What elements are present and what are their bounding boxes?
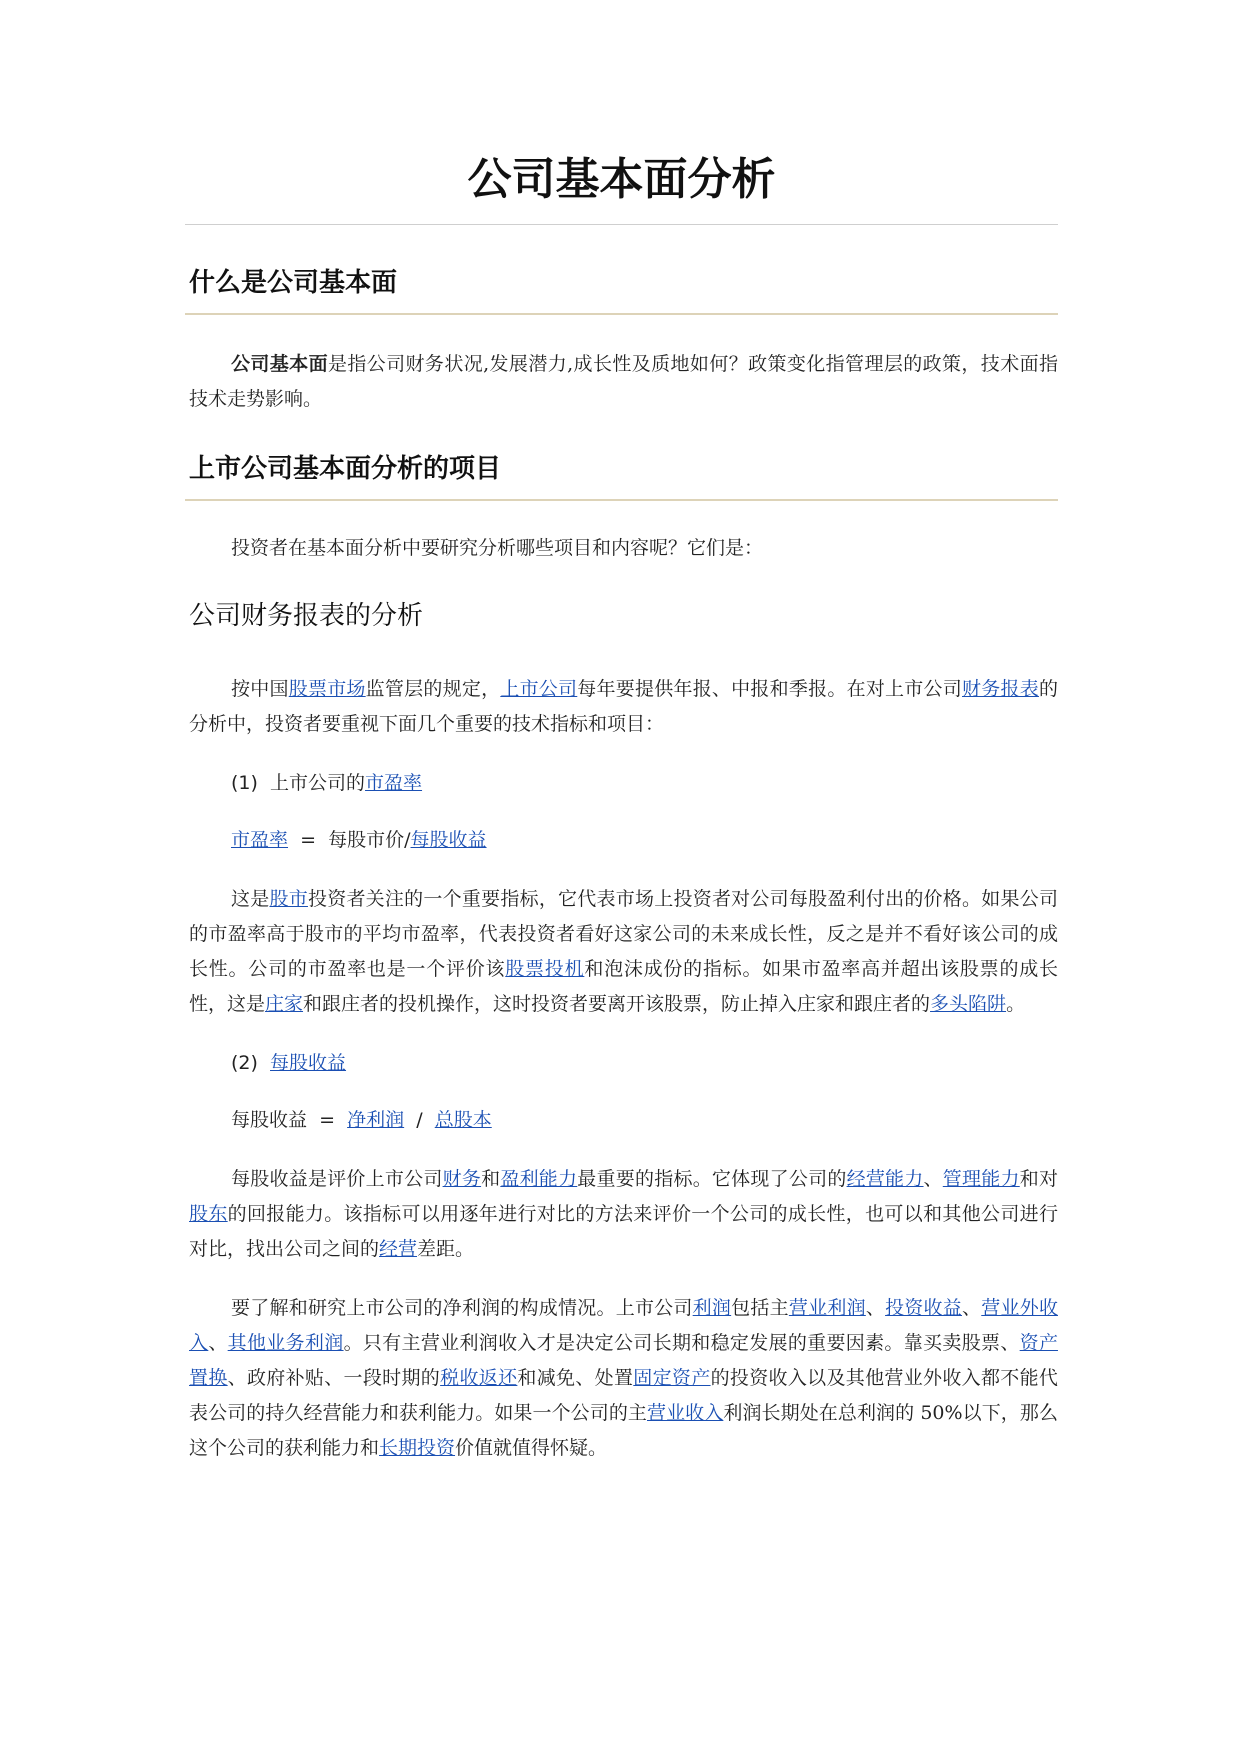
- link-total-shares[interactable]: 总股本: [434, 1109, 492, 1131]
- link-operating-profit[interactable]: 营业利润: [788, 1297, 866, 1319]
- link-finance[interactable]: 财务: [442, 1168, 482, 1190]
- link-operating-revenue[interactable]: 营业收入: [647, 1402, 724, 1424]
- formula-eps: 每股收益 = 净利润 / 总股本: [231, 1109, 492, 1131]
- paragraph-net-profit: 要了解和研究上市公司的净利润的构成情况。上市公司利润包括主营业利润、投资收益、营业外收入、其他业务利润。只有主营业利润收入才是决定公司长期和稳定发展的重要因素。靠买卖股票、资产置换、政府补贴、一段时期的税收返还和减免、处置固定资产的投资收入以及其他营业外收入都不能代表公司的持久经营能力和获利能力。如果一个公司的主营业收入利润长期处在总利润的 50%以下，那么这个公司的获利能力和长期投资价值就值得怀疑。: [189, 1297, 1058, 1459]
- paragraph-definition: 公司基本面是指公司财务状况,发展潜力,成长性及质地如何？政策变化指管理层的政策，技术面指技术走势影响。: [189, 353, 1058, 410]
- link-eps-formula[interactable]: 每股收益: [410, 829, 487, 851]
- link-non-operating-income[interactable]: 营业外收入: [189, 1297, 1058, 1354]
- link-operations[interactable]: 经营: [379, 1238, 418, 1260]
- item-pe-ratio: (1) 上市公司的市盈率: [231, 772, 423, 794]
- link-long-term-investment[interactable]: 长期投资: [379, 1437, 456, 1459]
- link-financial-statements[interactable]: 财务报表: [962, 678, 1039, 700]
- formula-pe-ratio: 市盈率 = 每股市价/每股收益: [231, 829, 487, 851]
- link-stock-market[interactable]: 股票市场: [288, 678, 366, 700]
- paragraph-pe-explanation: 这是股市投资者关注的一个重要指标，它代表市场上投资者对公司每股盈利付出的价格。如果公司的市盈率高于股市的平均市盈率，代表投资者看好这家公司的未来成长性，反之是并不看好该公司的成长性。公司的市盈率也是一个评价该股票投机和泡沫成份的指标。如果市盈率高并超出该股票的成长性，这是庄家和跟庄者的投机操作，这时投资者要离开该股票，防止掉入庄家和跟庄者的多头陷阱。: [189, 888, 1058, 1015]
- link-shareholders[interactable]: 股东: [189, 1203, 228, 1225]
- link-eps[interactable]: 每股收益: [270, 1052, 347, 1074]
- section-heading-items: 上市公司基本面分析的项目: [189, 454, 502, 484]
- link-asset-swap[interactable]: 资产置换: [189, 1332, 1058, 1389]
- paragraph-eps-explanation: 每股收益是评价上市公司财务和盈利能力最重要的指标。它体现了公司的经营能力、管理能力和对股东的回报能力。该指标可以用逐年进行对比的方法来评价一个公司的成长性，也可以和其他公司进行对比，找出公司之间的经营差距。: [189, 1168, 1058, 1260]
- link-tax-rebate[interactable]: 税收返还: [440, 1367, 518, 1389]
- link-fixed-assets[interactable]: 固定资产: [633, 1367, 711, 1389]
- link-net-profit[interactable]: 净利润: [347, 1109, 405, 1131]
- link-pe-ratio[interactable]: 市盈率: [365, 772, 423, 794]
- bold-term: 公司基本面: [231, 353, 328, 375]
- link-market-maker[interactable]: 庄家: [265, 993, 304, 1015]
- link-other-business-profit[interactable]: 其他业务利润: [227, 1332, 344, 1354]
- link-bull-trap[interactable]: 多头陷阱: [930, 993, 1007, 1015]
- link-listed-company[interactable]: 上市公司: [500, 678, 578, 700]
- paragraph-statements: 按中国股票市场监管层的规定，上市公司每年要提供年报、中报和季报。在对上市公司财务报表的分析中，投资者要重视下面几个重要的技术指标和项目：: [189, 678, 1058, 735]
- paragraph-intro: 投资者在基本面分析中要研究分析哪些项目和内容呢？它们是：: [231, 537, 764, 559]
- link-investment-income[interactable]: 投资收益: [885, 1297, 963, 1319]
- document-page: [185, 0, 1058, 1466]
- link-pe-ratio-formula[interactable]: 市盈率: [231, 829, 289, 851]
- link-profit[interactable]: 利润: [692, 1297, 732, 1319]
- section-heading-financial-statements: 公司财务报表的分析: [189, 601, 424, 631]
- link-speculation[interactable]: 股票投机: [505, 958, 585, 980]
- item-eps: (2) 每股收益: [231, 1052, 347, 1074]
- page-title: 公司基本面分析: [467, 154, 776, 205]
- section-heading-what-is: 什么是公司基本面: [189, 268, 398, 298]
- link-operating-ability[interactable]: 经营能力: [846, 1168, 924, 1190]
- link-management-ability[interactable]: 管理能力: [942, 1168, 1020, 1190]
- link-profitability[interactable]: 盈利能力: [500, 1168, 578, 1190]
- link-stock-exchange[interactable]: 股市: [269, 888, 308, 910]
